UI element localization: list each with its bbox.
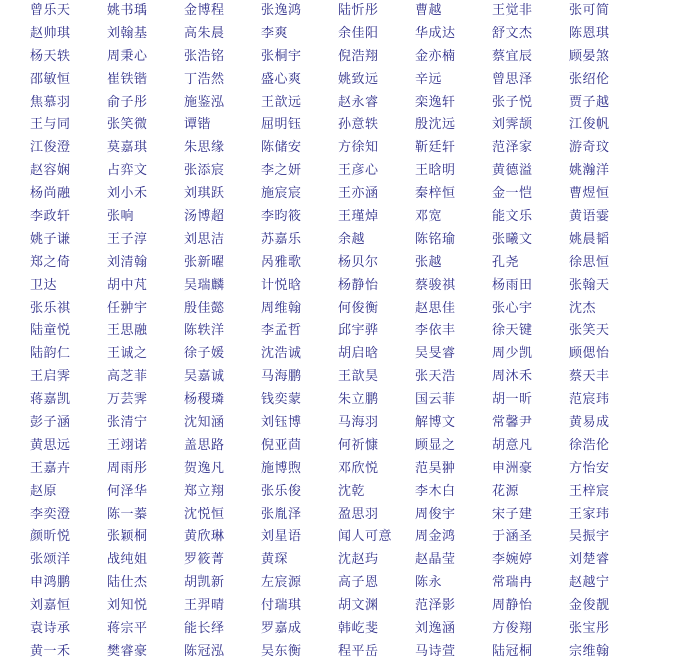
name-cell: 王与同 (30, 117, 71, 133)
name-cell: 秦梓恒 (415, 186, 456, 202)
name-cell: 游奇玟 (569, 140, 610, 156)
name-cell: 赵容娴 (30, 163, 71, 179)
name-cell: 吴瑞麟 (184, 277, 225, 293)
name-cell: 刘琪跃 (184, 186, 225, 202)
name-cell: 万芸霁 (107, 392, 148, 408)
name-cell: 张乐祺 (30, 300, 71, 316)
name-cell: 吴嘉诚 (184, 369, 225, 385)
name-cell: 刘知悦 (107, 598, 148, 614)
name-cell: 顾显之 (415, 437, 456, 453)
name-cell: 蒋宗平 (107, 621, 148, 637)
name-cell: 王翊诺 (107, 437, 148, 453)
name-cell: 沈杰 (569, 300, 597, 316)
name-cell: 袁诗承 (30, 621, 71, 637)
name-cell: 张清宁 (107, 415, 148, 431)
name-cell: 马海羽 (338, 415, 379, 431)
name-cell: 沈悦恒 (184, 506, 225, 522)
name-cell: 靳廷轩 (415, 140, 456, 156)
name-cell: 徐思恒 (569, 254, 610, 270)
name-cell: 黄琛 (261, 552, 289, 568)
name-cell: 苏嘉乐 (261, 231, 302, 247)
name-cell: 金一恺 (492, 186, 533, 202)
name-cell: 施博煦 (261, 460, 302, 476)
name-cell: 崔铁锴 (107, 71, 148, 87)
name-cell: 陈恩琪 (569, 25, 610, 41)
name-cell: 申鸿鹏 (30, 575, 71, 591)
name-cell: 范昊翀 (415, 460, 456, 476)
name-cell: 盈思羽 (338, 506, 379, 522)
name-cell: 张可简 (569, 3, 610, 18)
name-cell: 陈一蓁 (107, 506, 148, 522)
name-cell: 闻人可意 (338, 529, 393, 545)
name-cell: 李爽 (261, 25, 289, 41)
name-cell: 张绍伦 (569, 71, 610, 87)
name-cell: 刘钰博 (261, 415, 302, 431)
name-cell: 邓宽 (415, 209, 443, 225)
name-cell: 张天浩 (415, 369, 456, 385)
name-cell: 贺逸凡 (184, 460, 225, 476)
name-cell: 孔尧 (492, 254, 520, 270)
name-cell: 常馨尹 (492, 415, 533, 431)
name-cell: 何泽华 (107, 483, 148, 499)
name-cell: 邓欣悦 (338, 460, 379, 476)
name-cell: 颜昕悦 (30, 529, 71, 545)
name-cell: 赵帅琪 (30, 25, 71, 41)
name-cell: 张心宇 (492, 300, 533, 316)
name-cell: 高朱晨 (184, 25, 225, 41)
name-cell: 邱宇骅 (338, 323, 379, 339)
name-cell: 曾乐天 (30, 3, 71, 18)
name-cell: 张响 (107, 209, 135, 225)
name-cell: 贾子越 (569, 94, 610, 110)
name-cell: 李婉婷 (492, 552, 533, 568)
name-cell: 马诗萱 (415, 643, 456, 659)
name-cell: 胡中芃 (107, 277, 148, 293)
name-cell: 钱奕蒙 (261, 392, 302, 408)
name-cell: 王瑾焯 (338, 209, 379, 225)
name-cell: 黄德溢 (492, 163, 533, 179)
name-cell: 曹煜恒 (569, 186, 610, 202)
name-cell: 杨静怡 (338, 277, 379, 293)
name-cell: 王歆昊 (338, 369, 379, 385)
name-cell: 申洲豪 (492, 460, 533, 476)
name-cell: 王启霁 (30, 369, 71, 385)
name-cell: 黄思远 (30, 437, 71, 453)
name-cell: 赵思佳 (415, 300, 456, 316)
name-cell: 张新曜 (184, 254, 225, 270)
name-cell: 陈轶洋 (184, 323, 225, 339)
name-cell: 蔡宜辰 (492, 48, 533, 64)
name-cell: 江俊澄 (30, 140, 71, 156)
name-cell: 张逸鸿 (261, 3, 302, 18)
name-cell: 张胤泽 (261, 506, 302, 522)
name-cell: 蔡天丰 (569, 369, 610, 385)
name-cell: 周俊宇 (415, 506, 456, 522)
name-cell: 谭锴 (184, 117, 212, 133)
name-cell: 韩屹斐 (338, 621, 379, 637)
name-cell: 杨尚融 (30, 186, 71, 202)
name-cell: 于涵圣 (492, 529, 533, 545)
name-cell: 朱立鹏 (338, 392, 379, 408)
name-cell: 顾偲怡 (569, 346, 610, 362)
name-cell: 张子悦 (492, 94, 533, 110)
name-cell: 黄易成 (569, 415, 610, 431)
name-cell: 姚致远 (338, 71, 379, 87)
name-cell: 王羿晴 (184, 598, 225, 614)
name-cell: 何俊衡 (338, 300, 379, 316)
name-cell: 华成达 (415, 25, 456, 41)
name-cell: 卫达 (30, 277, 58, 293)
name-cell: 刘嘉恒 (30, 598, 71, 614)
name-cell: 赵晶莹 (415, 552, 456, 568)
name-cell: 辛远 (415, 71, 443, 87)
name-cell: 黄一禾 (30, 643, 71, 659)
name-cell: 张浩铭 (184, 48, 225, 64)
name-cell: 倪浩翔 (338, 48, 379, 64)
name-cell: 俞子彤 (107, 94, 148, 110)
name-list-grid (30, 0, 676, 664)
name-cell: 陆忻彤 (338, 3, 379, 18)
name-cell: 郑之倚 (30, 254, 71, 270)
name-cell: 周雨彤 (107, 460, 148, 476)
name-cell: 盛心爽 (261, 71, 302, 87)
name-cell: 姚子谦 (30, 231, 71, 247)
name-cell: 李昀筱 (261, 209, 302, 225)
name-cell: 周少凯 (492, 346, 533, 362)
name-cell: 杨天轶 (30, 48, 71, 64)
name-cell: 方徐知 (338, 140, 379, 156)
name-cell: 姚瀚洋 (569, 163, 610, 179)
name-cell: 沈乾 (338, 483, 366, 499)
name-cell: 曹越 (415, 3, 443, 18)
name-cell: 李孟哲 (261, 323, 302, 339)
name-cell: 王歆远 (261, 94, 302, 110)
name-cell: 沈知涵 (184, 415, 225, 431)
name-cell: 马海鹏 (261, 369, 302, 385)
name-cell: 刘小禾 (107, 186, 148, 202)
name-cell: 陆冠桐 (492, 643, 533, 659)
name-cell: 周秉心 (107, 48, 148, 64)
name-cell: 陈冠泓 (184, 643, 225, 659)
name-cell: 呙雅歌 (261, 254, 302, 270)
name-cell: 刘翰基 (107, 25, 148, 41)
name-cell: 焦慕羽 (30, 94, 71, 110)
name-cell: 胡启晗 (338, 346, 379, 362)
name-cell: 国云菲 (415, 392, 456, 408)
name-cell: 何祈慷 (338, 437, 379, 453)
name-cell: 王梓宸 (569, 483, 610, 499)
name-cell: 王嘉卉 (30, 460, 71, 476)
name-cell: 刘逸涵 (415, 621, 456, 637)
name-cell: 刘楚睿 (569, 552, 610, 568)
name-cell: 付瑞琪 (261, 598, 302, 614)
name-cell: 陆仕杰 (107, 575, 148, 591)
name-cell: 顾晏煞 (569, 48, 610, 64)
name-cell: 徐子媛 (184, 346, 225, 362)
name-cell: 计悦晗 (261, 277, 302, 293)
name-cell: 范宸玮 (569, 392, 610, 408)
name-cell: 汤博超 (184, 209, 225, 225)
name-cell: 余佳阳 (338, 25, 379, 41)
name-cell: 胡意凡 (492, 437, 533, 453)
name-cell: 邵敏恒 (30, 71, 71, 87)
name-cell: 解博文 (415, 415, 456, 431)
name-cell: 蔡骏祺 (415, 277, 456, 293)
name-cell: 彭子涵 (30, 415, 71, 431)
name-cell: 胡文渊 (338, 598, 379, 614)
name-cell: 朱思缘 (184, 140, 225, 156)
name-cell: 程平岳 (338, 643, 379, 659)
name-cell: 樊睿豪 (107, 643, 148, 659)
name-cell: 刘思洁 (184, 231, 225, 247)
name-cell: 吴东衡 (261, 643, 302, 659)
name-cell: 金亦楠 (415, 48, 456, 64)
name-cell: 屈明钰 (261, 117, 302, 133)
name-cell: 孙意轶 (338, 117, 379, 133)
name-cell: 徐浩伦 (569, 437, 610, 453)
name-cell: 陈铭瑜 (415, 231, 456, 247)
name-cell: 范泽影 (415, 598, 456, 614)
name-cell: 刘霁颉 (492, 117, 533, 133)
name-cell: 张桐宇 (261, 48, 302, 64)
name-cell: 王思融 (107, 323, 148, 339)
name-cell: 花源 (492, 483, 520, 499)
name-cell: 李依丰 (415, 323, 456, 339)
name-cell: 施宸宸 (261, 186, 302, 202)
name-cell: 能长绎 (184, 621, 225, 637)
name-cell: 陆童悦 (30, 323, 71, 339)
name-cell: 陈储安 (261, 140, 302, 156)
name-cell: 周维翰 (261, 300, 302, 316)
name-cell: 宗维翰 (569, 643, 610, 659)
name-cell: 杨稷璘 (184, 392, 225, 408)
name-cell: 杨雨田 (492, 277, 533, 293)
name-cell: 莫嘉琪 (107, 140, 148, 156)
name-cell: 占弈文 (107, 163, 148, 179)
name-cell: 李奕澄 (30, 506, 71, 522)
name-cell: 沈赵玙 (338, 552, 379, 568)
name-cell: 杨贝尔 (338, 254, 379, 270)
name-cell: 张翰天 (569, 277, 610, 293)
name-cell: 倪亚茴 (261, 437, 302, 453)
name-cell: 金俊靓 (569, 598, 610, 614)
name-cell: 金博程 (184, 3, 225, 18)
name-cell: 战纯姐 (107, 552, 148, 568)
name-cell: 常瑞冉 (492, 575, 533, 591)
name-cell: 吴振宇 (569, 529, 610, 545)
name-cell: 方怡安 (569, 460, 610, 476)
name-cell: 蒋嘉凯 (30, 392, 71, 408)
name-cell: 郑立翔 (184, 483, 225, 499)
name-cell: 罗嘉成 (261, 621, 302, 637)
name-cell: 舒文杰 (492, 25, 533, 41)
name-cell: 范泽家 (492, 140, 533, 156)
name-cell: 黄欣琳 (184, 529, 225, 545)
name-cell: 赵越宁 (569, 575, 610, 591)
name-cell: 张越 (415, 254, 443, 270)
name-cell: 施鉴泓 (184, 94, 225, 110)
name-cell: 能文乐 (492, 209, 533, 225)
name-cell: 黄语霎 (569, 209, 610, 225)
name-cell: 王子淳 (107, 231, 148, 247)
name-cell: 张颂洋 (30, 552, 71, 568)
name-cell: 王晗明 (415, 163, 456, 179)
name-cell: 周静怡 (492, 598, 533, 614)
name-cell: 王家玮 (569, 506, 610, 522)
name-cell: 吴旻睿 (415, 346, 456, 362)
name-cell: 盖思路 (184, 437, 225, 453)
name-cell: 周沐禾 (492, 369, 533, 385)
name-cell: 张曦文 (492, 231, 533, 247)
name-cell: 胡一昕 (492, 392, 533, 408)
name-cell: 张笑微 (107, 117, 148, 133)
name-cell: 曾思泽 (492, 71, 533, 87)
name-cell: 李之妍 (261, 163, 302, 179)
name-cell: 周金鸿 (415, 529, 456, 545)
name-cell: 姚书瑀 (107, 3, 148, 18)
name-cell: 罗筱菁 (184, 552, 225, 568)
name-cell: 胡凯新 (184, 575, 225, 591)
name-cell: 张宝彤 (569, 621, 610, 637)
name-cell: 高芝菲 (107, 369, 148, 385)
name-cell: 栾逸轩 (415, 94, 456, 110)
name-cell: 殷佳懿 (184, 300, 225, 316)
name-cell: 姚晨韬 (569, 231, 610, 247)
name-cell: 刘清翰 (107, 254, 148, 270)
name-cell: 李木白 (415, 483, 456, 499)
name-cell: 王诚之 (107, 346, 148, 362)
name-cell: 张颖桐 (107, 529, 148, 545)
name-cell: 任翀宇 (107, 300, 148, 316)
name-cell: 丁浩然 (184, 71, 225, 87)
name-cell: 沈浩诚 (261, 346, 302, 362)
name-cell: 方俊翔 (492, 621, 533, 637)
name-cell: 余越 (338, 231, 366, 247)
name-cell: 陆韵仁 (30, 346, 71, 362)
name-cell: 赵原 (30, 483, 58, 499)
name-cell: 王亦涵 (338, 186, 379, 202)
name-cell: 高子恩 (338, 575, 379, 591)
name-cell: 陈永 (415, 575, 443, 591)
name-cell: 张乐俊 (261, 483, 302, 499)
name-cell: 王彦心 (338, 163, 379, 179)
name-cell: 左宸源 (261, 575, 302, 591)
name-cell: 江俊帆 (569, 117, 610, 133)
name-cell: 张笑天 (569, 323, 610, 339)
name-cell: 张添宸 (184, 163, 225, 179)
name-cell: 殷沈远 (415, 117, 456, 133)
name-cell: 宋子建 (492, 506, 533, 522)
name-cell: 徐天键 (492, 323, 533, 339)
name-cell: 刘星语 (261, 529, 302, 545)
name-cell: 赵永睿 (338, 94, 379, 110)
name-cell: 李政轩 (30, 209, 71, 225)
name-cell: 王觉非 (492, 3, 533, 18)
